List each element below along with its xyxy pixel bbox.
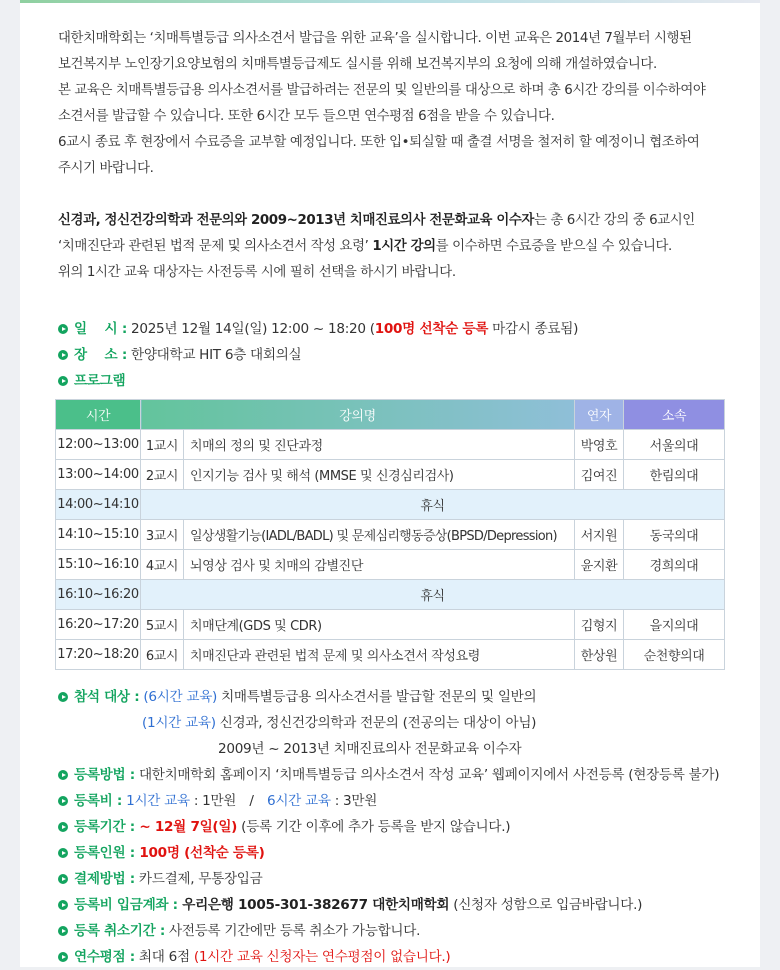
place-row xyxy=(58,342,738,368)
place-label: 장 소 : xyxy=(74,347,127,363)
row-time: 14:10~15:10 xyxy=(56,520,141,550)
payment-row xyxy=(58,866,738,892)
cancel-label: 등록 취소기간 : xyxy=(74,923,165,939)
credit-label: 연수평점 : xyxy=(74,949,135,965)
row-affiliation: 경희의대 xyxy=(624,550,725,580)
table-row xyxy=(56,550,725,580)
bullet-icon xyxy=(58,770,68,780)
target-1h-text2: 2009년 ~ 2013년 치매진료의사 전문화교육 이수자 xyxy=(218,741,522,757)
target-1h-row2 xyxy=(58,736,738,762)
fee-label: 등록비 : xyxy=(74,793,123,809)
program-table xyxy=(55,399,725,670)
cancel-row xyxy=(58,918,738,944)
period-row xyxy=(58,814,738,840)
account-tail: (신청자 성함으로 입금바랍니다.) xyxy=(449,897,643,913)
top-accent-line xyxy=(20,0,760,3)
bullet-icon xyxy=(58,324,68,334)
row-period: 4교시 xyxy=(141,550,184,580)
row-affiliation: 을지의대 xyxy=(624,610,725,640)
row-affiliation: 순천향의대 xyxy=(624,640,725,670)
row-title: 인지기능 검사 및 해석 (MMSE 및 신경심리검사) xyxy=(184,460,575,490)
row-time: 13:00~14:00 xyxy=(56,460,141,490)
event-info xyxy=(58,316,738,394)
row-affiliation: 동국의대 xyxy=(624,520,725,550)
intro-lecture-rest: 를 이수하면 수료증을 받으실 수 있습니다. xyxy=(435,239,672,254)
table-row xyxy=(56,610,725,640)
intro-note-line: 위의 1시간 교육 대상자는 사전등록 시에 필히 선택을 하시기 바랍니다. xyxy=(58,265,456,280)
credit-value: 최대 6점 xyxy=(134,949,194,965)
date-label: 일 시 : xyxy=(74,321,127,337)
bullet-icon xyxy=(58,376,68,386)
fee-row xyxy=(58,788,738,814)
method-value: 대한치매학회 홈페이지 ‘치매특별등급 의사소견서 작성 교육’ 웹페이지에서 사전등록 (현장등록 불가) xyxy=(138,767,720,783)
row-speaker: 박영호 xyxy=(575,430,624,460)
row-speaker: 윤지환 xyxy=(575,550,624,580)
row-time: 16:20~17:20 xyxy=(56,610,141,640)
intro-line: 보건복지부 노인장기요양보험의 치매특별등급제도 실시를 위해 보건복지부의 요청에 의해 개설하였습니다. xyxy=(58,57,657,72)
row-title: 치매진단과 관련된 법적 문제 및 의사소견서 작성요령 xyxy=(184,640,575,670)
intro-target-bold: 신경과, 정신건강의학과 전문의와 2009~2013년 치매진료의사 전문화교육 이수자 xyxy=(58,213,534,228)
intro-text xyxy=(58,26,728,286)
registration-info xyxy=(58,684,738,970)
bullet-icon xyxy=(58,926,68,936)
bullet-icon xyxy=(58,796,68,806)
header-lecture: 강의명 xyxy=(141,400,575,430)
capacity-label: 등록인원 : xyxy=(74,845,135,861)
intro-target-line2 xyxy=(58,234,728,260)
row-period: 2교시 xyxy=(141,460,184,490)
intro-lecture-title: ‘치매진단과 관련된 법적 문제 및 의사소견서 작성 요령’ xyxy=(58,239,373,254)
target-1h-row xyxy=(58,710,738,736)
target-label: 참석 대상 : xyxy=(74,689,140,705)
program-row xyxy=(58,368,738,394)
intro-line: 대한치매학회는 ‘치매특별등급 의사소견서 발급을 위한 교육’을 실시합니다. 이번 교육은 2014년 7월부터 시행된 xyxy=(58,31,692,46)
intro-target-rest: 는 총 6시간 강의 중 6교시인 xyxy=(533,213,695,228)
bullet-icon xyxy=(58,692,68,702)
account-row xyxy=(58,892,738,918)
target-1h-tag: (1시간 교육) xyxy=(142,715,216,731)
row-speaker: 서지원 xyxy=(575,520,624,550)
fee-1h-value: : 1만원 / xyxy=(189,793,267,809)
row-speaker: 김여진 xyxy=(575,460,624,490)
row-period: 3교시 xyxy=(141,520,184,550)
row-title: 치매의 정의 및 진단과정 xyxy=(184,430,575,460)
row-period: 6교시 xyxy=(141,640,184,670)
row-time: 17:20~18:20 xyxy=(56,640,141,670)
row-time: 15:10~16:10 xyxy=(56,550,141,580)
table-row xyxy=(56,520,725,550)
row-break: 휴식 xyxy=(141,580,725,610)
row-affiliation: 서울의대 xyxy=(624,430,725,460)
target-6h-text: 치매특별등급용 의사소견서를 발급할 전문의 및 일반의 xyxy=(217,689,537,705)
row-break: 휴식 xyxy=(141,490,725,520)
row-period: 1교시 xyxy=(141,430,184,460)
bullet-icon xyxy=(58,900,68,910)
program-label: 프로그램 xyxy=(74,373,126,389)
account-label: 등록비 입금계좌 : xyxy=(74,897,178,913)
period-value: ~ 12월 7일(일) xyxy=(134,819,238,835)
date-highlight: 100명 선착순 등록 xyxy=(374,321,489,337)
capacity-value: 100명 (선착순 등록) xyxy=(134,845,265,861)
content-sheet xyxy=(20,0,760,967)
table-row xyxy=(56,460,725,490)
row-title: 일상생활기능(IADL/BADL) 및 문제심리행동증상(BPSD/Depression) xyxy=(184,520,575,550)
fee-6h-tag: 6시간 교육 xyxy=(267,793,331,809)
credit-note: (1시간 교육 신청자는 연수평점이 없습니다.) xyxy=(193,949,451,965)
bullet-icon xyxy=(58,350,68,360)
row-affiliation: 한림의대 xyxy=(624,460,725,490)
row-time: 14:00~14:10 xyxy=(56,490,141,520)
row-speaker: 한상원 xyxy=(575,640,624,670)
intro-line: 소견서를 발급할 수 있습니다. 또한 6시간 모두 들으면 연수평점 6점을 받을 수 있습니다. xyxy=(58,109,555,124)
row-title: 뇌영상 검사 및 치매의 감별진단 xyxy=(184,550,575,580)
intro-line: 6교시 종료 후 현장에서 수료증을 교부할 예정입니다. 또한 입•퇴실할 때 출결 서명을 철저히 할 예정이니 협조하여 xyxy=(58,135,700,150)
header-affiliation: 소속 xyxy=(624,400,725,430)
table-row xyxy=(56,430,725,460)
table-break-row xyxy=(56,580,725,610)
intro-target-line xyxy=(58,208,728,234)
table-break-row xyxy=(56,490,725,520)
place-value: 한양대학교 HIT 6층 대회의실 xyxy=(131,347,302,363)
target-1h-text: 신경과, 정신건강의학과 전문의 (전공의는 대상이 아님) xyxy=(215,715,537,731)
header-speaker: 연자 xyxy=(575,400,624,430)
period-label: 등록기간 : xyxy=(74,819,135,835)
row-speaker: 김형지 xyxy=(575,610,624,640)
bullet-icon xyxy=(58,952,68,962)
header-time: 시간 xyxy=(56,400,141,430)
fee-6h-value: : 3만원 xyxy=(330,793,378,809)
target-row xyxy=(58,684,738,710)
intro-line: 본 교육은 치매특별등급용 의사소견서를 발급하려는 전문의 및 일반의를 대상으로 하며 총 6시간 강의를 이수하여야 xyxy=(58,83,706,98)
row-time: 16:10~16:20 xyxy=(56,580,141,610)
row-time: 12:00~13:00 xyxy=(56,430,141,460)
credit-row xyxy=(58,944,738,970)
payment-label: 결제방법 : xyxy=(74,871,135,887)
cancel-value: 사전등록 기간에만 등록 취소가 가능합니다. xyxy=(165,923,421,939)
account-value: 우리은행 1005-301-382677 대한치매학회 xyxy=(177,897,450,913)
date-row xyxy=(58,316,738,342)
method-label: 등록방법 : xyxy=(74,767,135,783)
method-row xyxy=(58,762,738,788)
intro-line: 주시기 바랍니다. xyxy=(58,161,154,176)
payment-value: 카드결제, 무통장입금 xyxy=(134,871,263,887)
intro-lecture-bold: 1시간 강의 xyxy=(372,239,436,254)
table-row xyxy=(56,640,725,670)
bullet-icon xyxy=(58,848,68,858)
capacity-row xyxy=(58,840,738,866)
date-value: 2025년 12월 14일(일) 12:00 ~ 18:20 ( xyxy=(131,321,375,337)
period-tail: (등록 기간 이후에 추가 등록을 받지 않습니다.) xyxy=(237,819,511,835)
target-6h-tag: (6시간 교육) xyxy=(143,689,218,705)
fee-1h-tag: 1시간 교육 xyxy=(122,793,190,809)
row-title: 치매단계(GDS 및 CDR) xyxy=(184,610,575,640)
table-header-row xyxy=(56,400,725,430)
date-tail: 마감시 종료됨) xyxy=(488,321,579,337)
bullet-icon xyxy=(58,822,68,832)
row-period: 5교시 xyxy=(141,610,184,640)
bullet-icon xyxy=(58,874,68,884)
